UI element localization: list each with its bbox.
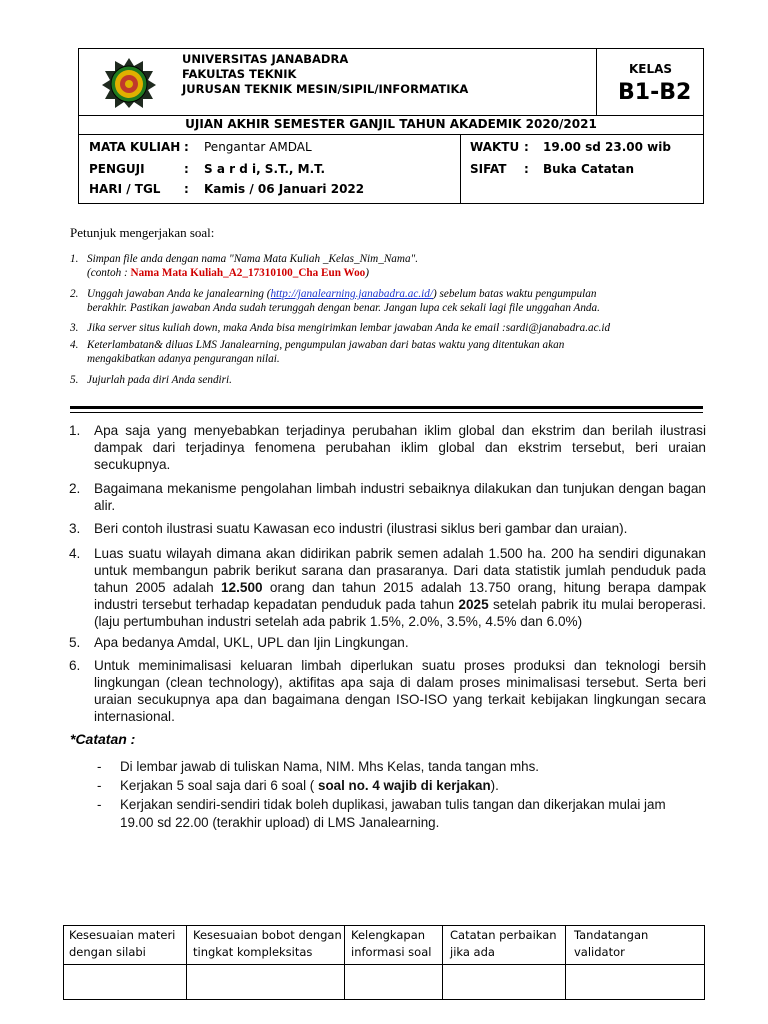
note-item-1: - Di lembar jawab di tuliskan Nama, NIM. Mhs Kelas, tanda tangan mhs. — [97, 759, 540, 774]
validation-header-materi: Kesesuaian materi dengan silabi — [69, 928, 176, 959]
class-value: B1-B2 — [618, 80, 692, 105]
header-border-bottom — [78, 203, 704, 204]
target-year-value: 2025 — [458, 597, 489, 612]
exam-title: UJIAN AKHIR SEMESTER GANJIL TAHUN AKADEMIK 2020/2021 — [185, 117, 597, 131]
validation-table-col-4 — [565, 925, 566, 1000]
date-label: HARI / TGL — [89, 182, 161, 196]
instruction-item-1: 1. Simpan file anda dengan nama "Nama Mata Kuliah _Kelas_Nim_Nama". (contoh : Nama Mata Kuliah_A2_17310100_Cha Eun Woo) — [70, 252, 710, 282]
header-divider-info — [78, 134, 704, 135]
mandatory-question-note: soal no. 4 wajib di kerjakan — [318, 778, 491, 793]
class-label: KELAS — [629, 62, 673, 76]
validation-header-bobot: Kesesuaian bobot dengan tingkat kompleksitas — [193, 928, 342, 959]
note-item-2: - Kerjakan 5 soal saja dari 6 soal ( soal no. 4 wajib di kerjakan). — [97, 778, 499, 793]
course-label: MATA KULIAH — [89, 140, 181, 154]
question-1: 1. Apa saja yang menyebabkan terjadinya perubahan iklim global dan ekstrim dan berilah ilustrasi dampak dari terjadinya fenomena perubahan iklim global dan ekstrim tersebut, beri uraian secukupnya. — [69, 423, 706, 472]
instruction-1-line-a: Simpan file anda dengan nama "Nama Mata Kuliah _Kelas_Nim_Nama". — [87, 253, 419, 265]
department-name: JURUSAN TEKNIK MESIN/SIPIL/INFORMATIKA — [182, 82, 469, 96]
examiner-label: PENGUJI — [89, 162, 145, 176]
instruction-1-line-b: (contoh : Nama Mata Kuliah_A2_17310100_Cha Eun Woo) — [87, 267, 369, 279]
examiner-value: S a r d i, S.T., M.T. — [204, 162, 326, 176]
instructions-title: Petunjuk mengerjakan soal: — [70, 225, 215, 240]
date-value: Kamis / 06 Januari 2022 — [204, 182, 365, 196]
note-item-3: - Kerjakan sendiri-sendiri tidak boleh duplikasi, jawaban tulis tangan dan dikerjakan mulai jam 19.00 sd 22.00 (terakhir upload) di LMS Janalearning. — [97, 797, 666, 830]
header-divider-title — [78, 115, 704, 116]
examiner-colon: : — [184, 162, 189, 176]
time-colon: : — [524, 140, 529, 154]
question-5: 5. Apa bedanya Amdal, UKL, UPL dan Ijin Lingkungan. — [69, 635, 409, 650]
time-label: WAKTU — [470, 140, 520, 154]
faculty-name: FAKULTAS TEKNIK — [182, 67, 297, 81]
validation-table-col-0 — [63, 925, 64, 1000]
janalearning-link[interactable]: http://janalearning.janabadra.ac.id/ — [270, 288, 433, 300]
file-name-example: Nama Mata Kuliah_A2_17310100_Cha Eun Woo — [130, 267, 366, 279]
instruction-item-3: 3. Jika server situs kuliah down, maka Anda bisa mengirimkan lembar jawaban Anda ke email :sardi@janabadra.ac.id — [70, 322, 611, 334]
time-value: 19.00 sd 23.00 wib — [543, 140, 671, 154]
validation-header-catatan: Catatan perbaikan jika ada — [450, 928, 557, 959]
question-4: 4. Luas suatu wilayah dimana akan didirikan pabrik semen adalah 1.500 ha. 200 ha sendiri digunakan untuk membangun pabrik berikut sarana dan prasaranya. Dari data statistik jumlah penduduk pada tahun 2005 adalah 12.500 orang dan tahun 2015 adalah 13.750 orang, hitung berapa dampak industri tersebut terhadap kepadatan penduduk pada tahun 2025 setelah pabrik itu mulai beroperasi. (laju pertumbuhan industri setelah ada pabrik 1.5%, 2.0%, 3.5%, 4.5% dan 6.0%) — [69, 546, 707, 629]
question-6: 6. Untuk meminimalisasi keluaran limbah diperlukan suatu proses produksi dan teknologi bersih lingkungan (clean technology), aktifitas apa saja di dalam proses minimalisasi tersebut. Serta beri uraian secukupnya apa dan bagaimana dengan ISO-ISO yang terkait kebijakan lingkungan secara internasional. — [69, 658, 706, 724]
validation-table-col-5 — [704, 925, 705, 1000]
validation-table-col-3 — [442, 925, 443, 1000]
validation-table-col-1 — [186, 925, 187, 1000]
validation-header-tandatangan: Tandatangan validator — [574, 928, 649, 959]
question-3: 3. Beri contoh ilustrasi suatu Kawasan eco industri (ilustrasi siklus beri gambar dan uraian). — [69, 521, 628, 536]
section-divider-thin — [70, 412, 703, 413]
validation-table-bottom — [63, 999, 705, 1000]
question-2: 2. Bagaimana mekanisme pengolahan limbah industri sebaiknya dilakukan dan tunjukan dengan bagan alir. — [69, 481, 706, 513]
nature-value: Buka Catatan — [543, 162, 635, 176]
university-name: UNIVERSITAS JANABADRA — [182, 52, 349, 66]
header-divider-kelas — [596, 48, 597, 115]
validation-header-kelengkapan: Kelengkapan informasi soal — [351, 928, 432, 959]
validation-table-top — [63, 925, 705, 926]
nature-colon: : — [524, 162, 529, 176]
university-logo — [101, 57, 157, 109]
section-divider-thick — [70, 406, 703, 409]
instruction-item-2: 2. Unggah jawaban Anda ke janalearning (http://janalearning.janabadra.ac.id/) sebelum batas waktu pengumpulan berakhir. Pastikan jawaban Anda sudah terunggah dengan benar. Jangan lupa cek sekali lagi file unggahan Anda. — [70, 288, 600, 314]
header-divider-mid — [460, 134, 461, 204]
course-value: Pengantar AMDAL — [204, 140, 312, 154]
population-2005-value: 12.500 — [221, 580, 263, 595]
instruction-item-5: 5. Jujurlah pada diri Anda sendiri. — [70, 374, 232, 386]
validation-table-mid — [63, 964, 705, 965]
notes-title: *Catatan : — [70, 731, 136, 747]
header-border-top — [78, 48, 704, 49]
validation-table-col-2 — [344, 925, 345, 1000]
course-colon: : — [184, 140, 189, 154]
instruction-item-4: 4. Keterlambatan& diluas LMS Janalearning, pengumpulan jawaban dari batas waktu yang ditentukan akan mengakibatkan adanya pengurangan nilai. — [70, 339, 565, 365]
date-colon: : — [184, 182, 189, 196]
nature-label: SIFAT — [470, 162, 507, 176]
